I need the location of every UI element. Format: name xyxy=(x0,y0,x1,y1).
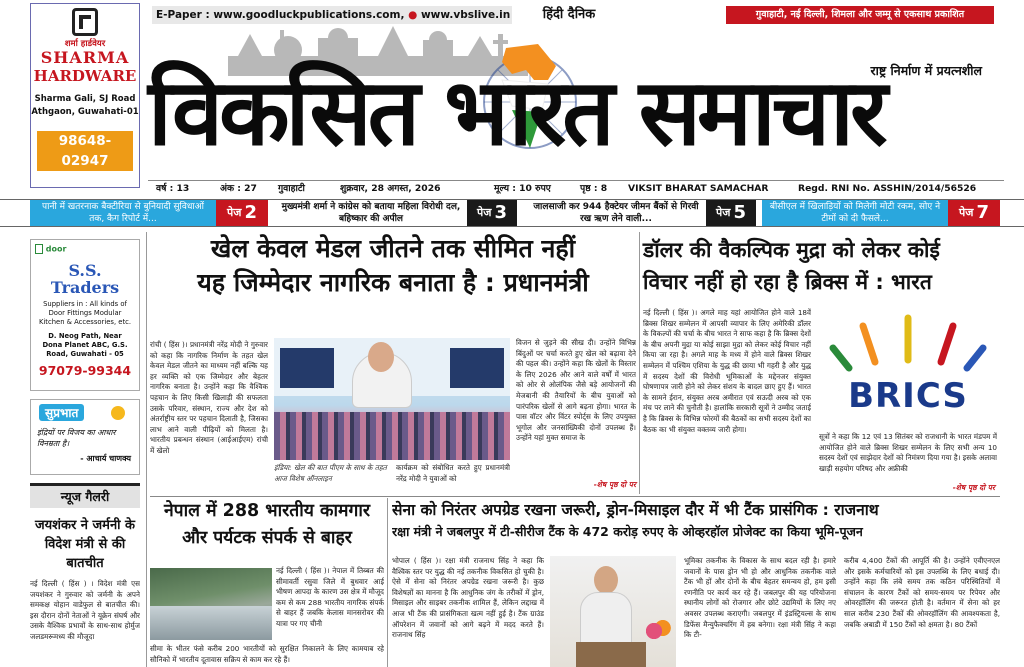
main-headline-2[interactable]: यह जिम्मेदार नागरिक बनाता है : प्रधानमंत्री xyxy=(197,268,589,297)
speaker-head-icon xyxy=(594,566,618,594)
top-bar xyxy=(152,6,994,24)
epaper-info: E-Paper : www.goodluckpublications.com, ● www.vbslive.in xyxy=(152,6,512,24)
teaser-text: पानी में खतरनाक बैक्टीरिया से बुनियादी सुविधाओं तक, कैग रिपोर्ट में... xyxy=(30,200,216,226)
sep: , xyxy=(400,9,405,21)
nepal-body: नई दिल्ली ( हिंस )। नेपाल में तिब्बत की सीमावर्ती रसुवा जिले में बुधवार आई भीषण आपदा के कारण उस क्षेत्र में मौजूद कम से कम 288 भारतीय नागरिक संपर्क से बाहर हैं जबकि केलास मानसरोवर की यात्रा पर गए चीनी xyxy=(276,566,384,628)
screen-right xyxy=(450,348,504,388)
pm-event-photo xyxy=(274,338,510,460)
suprabhat-quote: इंद्रियों पर विजय का आधार विनम्रता है। xyxy=(37,428,116,448)
sharma-name-1: SHARMA xyxy=(40,48,130,67)
pages: पृष्ठ : 8 xyxy=(580,183,608,194)
daily-label: हिंदी दैनिक xyxy=(542,7,596,22)
door-brand: door xyxy=(45,244,67,254)
price: मूल्य : 10 रुपए xyxy=(494,183,551,194)
teaser-page-tag xyxy=(216,200,268,226)
teaser-text: जालसाजी कर 944 हैक्टेयर जीमन बैंकों से गिरवी रख ऋण लेने वाली... xyxy=(533,202,699,224)
cities-banner: गुवाहाटी, नई दिल्ली, शिमला और जम्मू से एकसाथ प्रकाशित xyxy=(726,6,994,24)
year: वर्ष : 13 xyxy=(156,183,190,194)
page-label: पेज xyxy=(716,206,731,219)
section-rule xyxy=(150,496,1000,497)
tank-col-3: करीब 4,400 टैंकों की आपूर्ति की है। उन्होंने एवीएनएल और इसके कर्मचारियों को इस उपलब्धि के लिए बधाई दी। उन्होंने कहा कि लंबे समय तक कठिन परिस्थितियों में संचालन के कारण टैंकों को समय-समय पर रिपेयर और ओवरहॉलिंग की जरूरत होती है। वर्तमान में सेना को हर साल करीब 230 टैंकों की ओवरहॉलिंग की आवश्यकता है, जबकि अबाडी में 150 टैंकों को क्षमता है। 80 टैंकों xyxy=(844,556,1000,629)
nepal-story xyxy=(150,498,384,667)
page-label: पेज xyxy=(477,206,492,219)
masthead-title: विकसित भारत समाचार xyxy=(148,59,884,166)
page-number: 3 xyxy=(494,202,507,223)
teaser-page-tag xyxy=(706,200,756,226)
pm-head-icon xyxy=(368,342,394,372)
column-rule xyxy=(639,232,640,494)
page-label: पेज xyxy=(227,206,242,219)
main-col-3: विजन से जुड़ने की सीख दी। उन्होंने विभिन्न बिंदुओं पर चर्चा करते हुए खेल को बढ़ावा देने की पहल की। उन्होंने कहा कि खेलों के विस्तार के लिए 2026 और आने वाले वर्षों में भारत को ओर से ओलंपिक जैसे बड़े आयोजनों की मेजबानी की तैयारियों के बीच युवाओं को पारंपरिक खेलों से आगे बढ़ना होगा। भारत के पास वॉटर और विंटर स्पोर्ट्स के लिए उपयुक्त भूगोल और जनसांख्यिकी दोनों उपलब्ध हैं। उन्होंने यहां मुक्त समाज के xyxy=(516,338,636,443)
sharma-name-2: HARDWARE xyxy=(33,67,137,85)
news-gallery-headline[interactable]: जयशंकर ने जर्मनी के विदेश मंत्री से की बातचीत xyxy=(34,518,136,571)
main-photo-caption: इंडिया: खेल की बात पीएम के साथ के तहत आज विशेष ऑनलाइन xyxy=(274,463,387,483)
city: गुवाहाटी xyxy=(278,183,305,194)
ss-name-1: S.S. xyxy=(68,261,102,280)
teaser-text: मुख्यमंत्री शर्मा ने कांग्रेस को बताया महिला विरोधी दल, बहिष्कार की अपील xyxy=(281,202,461,224)
teaser-item[interactable] xyxy=(526,200,758,226)
brics-story xyxy=(643,234,999,494)
crowd-area xyxy=(274,412,510,460)
brand-logo-icon xyxy=(72,8,98,36)
ss-name-2: Traders xyxy=(50,278,120,297)
nepal-headline-1[interactable]: नेपाल में 288 भारतीय कामगार xyxy=(163,501,371,521)
sharma-addr-1: Sharma Gali, SJ Road xyxy=(34,94,136,104)
page-number: 2 xyxy=(244,202,257,223)
nepal-headline-2[interactable]: और पर्यटक संपर्क से बाहर xyxy=(182,528,352,548)
teaser-page-tag xyxy=(948,200,1000,226)
brics-col-2: सूत्रों ने कहा कि 12 एवं 13 सितंबर को राजधानी के भारत मंडपम में आयोजित होने वाले ब्रिक्स शिखर सम्मेलन के लिए सभी अन्य 10 सदस्य देशों एवं साझेदार देशों को निमंत्रण दिया गया है। इसके अलावा खाड़ी सहयोग परिषद और अफ्रीकी xyxy=(819,432,997,473)
masthead xyxy=(148,24,1004,176)
brics-headline-2[interactable]: विचार नहीं हो रहा है ब्रिक्स में : भारत xyxy=(643,270,932,294)
brics-col-1: नई दिल्ली ( हिंस )। अगले माह यहां आयोजित होने वाले 18वें ब्रिक्स शिखर सम्मेलन में आपसी व्यापार के लिए अमेरिकी डॉलर के विकल्पों की चर्चा के बीच भारत ने साफ कहा है कि ब्रिक्स देशों के बीच अपनी मुद्रा या कोई साझा मुद्रा को लेकर कोई विचार नहीं किया जा रहा है। अगले माह के मध्य में होने वाले ब्रिक्स शिखर सम्मेलन में पश्चिम एशिया के युद्ध की छाया भी गहरी है और युद्ध में सदस्य देशों की विरोधी भूमिकाओं के मद्देनजर संयुक्त घोषणापत्र जारी होने को लेकर संशय के बादल छाए हुए हैं। भारत के सामने ईरान, संयुक्त अरब अमीरात एवं सऊदी अरब को एक मंच पर लाने की चुनौती है। हालांकि सरकारी सूत्रों ने उम्मीद जताई है कि ब्रिक्स के विभिन्न फोरमों की बैठकों का सभी सदस्य देशों का बैठक का भी संयुक्त वक्तव्य जारी होगा। xyxy=(643,308,811,434)
teaser-item[interactable] xyxy=(275,200,520,226)
podium xyxy=(576,642,646,667)
sharma-brand-hindi: शर्मा हार्डवेयर xyxy=(64,39,106,49)
main-headline-1[interactable]: खेल केवल मेडल जीतने तक सीमित नहीं xyxy=(210,234,576,263)
tank-story xyxy=(392,498,1000,667)
main-story xyxy=(150,232,636,494)
sharma-hardware-ad[interactable] xyxy=(30,3,140,188)
epaper-url-link[interactable]: www.goodluckpublications.com xyxy=(213,9,401,21)
door-logo-icon xyxy=(35,244,66,254)
column-rule xyxy=(146,232,147,667)
teaser-page-tag xyxy=(467,200,517,226)
brics-logo-text: BRICS xyxy=(848,376,968,416)
ss-phone[interactable]: 97079-99344 xyxy=(38,363,132,378)
sharma-phone[interactable]: 98648-02947 xyxy=(37,131,133,171)
date: शुक्रवार, 28 अगस्त, 2026 xyxy=(340,183,441,194)
news-gallery xyxy=(30,483,140,667)
main-col-2a: कार्यक्रम को संबोधित करते हुए प्रधानमंत्री नरेंद्र मोदी ने युवाओं को xyxy=(396,463,510,483)
tank-col-1: भोपाल ( हिंस )। रक्षा मंत्री राजनाथ सिंह ने कहा कि वैश्विक स्तर पर युद्ध की नई तकनीक विकसित हो चुकी है। ऐसे में सेना को निरंतर अपग्रेड रखना जरूरी है। कुछ विशेषज्ञों का मानना है कि आधुनिक जंग के तरीकों में ड्रोन, मिसाइल और साइबर तकनीक शामिल हैं, लेकिन लद्दाख में आज भी टैंक की प्रासंगिकता खत्म नहीं हुई है। टैंक ग्राउंड ऑपरेशन में जवानों को आगे बढ़ने में मदद करते हैं। राजनाथ सिंह xyxy=(392,556,544,640)
teaser-text: बीसीएल में खिलाड़ियों को मिलेगी मोटी रकम, सोए ने टीमों को दी फैसले... xyxy=(762,200,948,226)
ss-description: Suppliers in : All kinds of Door Fittings Modular Kitchen & Accessories, etc. xyxy=(38,300,132,326)
main-col-1: रांची ( हिंस )। प्रधानमंत्री नरेंद्र मोदी ने गुरुवार को कहा कि नागरिक निर्माण के तहत खेल केवल मेडल जीतने का माध्यम नहीं बल्कि यह हर व्यक्ति को एक जिम्मेदार और बेहतर नागरिक बनाता है। उन्होंने कहा कि वैश्विक पहचान के लिए किसी खिलाड़ी की सफलता उसके परिवार, संस्थान, राज्य और देश को अंतर्राष्ट्रीय स्तर पर पहचान दिलाती है, जिसका लाभ आने वाली पीढ़ियों को मिलता है। भारतीय प्रबन्धन संस्थान (आईआईएम) रांची में खेलो xyxy=(150,340,268,455)
brics-continued[interactable]: -शेष पृष्ठ दो पर xyxy=(952,483,995,492)
sun-icon xyxy=(111,406,125,420)
vbslive-link[interactable]: www.vbslive.in xyxy=(420,9,511,21)
dateline xyxy=(148,180,1004,196)
page-label: पेज xyxy=(959,206,974,219)
paper-name-en: VIKSIT BHARAT SAMACHAR xyxy=(628,183,769,194)
main-continued[interactable]: -शेष पृष्ठ दो पर xyxy=(593,480,636,489)
suprabhat-title: सुप्रभात xyxy=(39,404,84,421)
tank-headline[interactable]: सेना को निरंतर अपग्रेड रखना जरूरी, ड्रोन-मिसाइल दौर में भी टैंक प्रासंगिक : राजनाथ xyxy=(392,501,879,519)
page-number: 7 xyxy=(976,202,989,223)
nepal-caption: सीमा के भीतर फंसे करीब 200 भारतीयों को सुरक्षित निकालने के लिए कामयाब रहे सौनिको में भारतीय दूतावास सक्रिय से काम कर रहे हैं। xyxy=(150,644,384,664)
suprabhat-box xyxy=(30,399,140,475)
brics-headline-1[interactable]: डॉलर की वैकल्पिक मुद्रा को लेकर कोई xyxy=(643,238,940,262)
brics-logo-graphic xyxy=(819,312,997,428)
column-rule xyxy=(387,498,388,667)
sharma-addr-2: Athgaon, Guwahati-01 xyxy=(31,107,139,117)
news-gallery-title: न्यूज गैलरी xyxy=(30,483,140,508)
tank-subhead[interactable]: रक्षा मंत्री ने जबलपुर में टी-सीरीज टैंक के 472 करोड़ रुपए के ओव्हरहॉल प्रोजेक्ट का किया भूमि-पूजन xyxy=(392,524,863,539)
flood-photo xyxy=(150,568,272,640)
issue: अंक : 27 xyxy=(220,183,257,194)
rajnath-photo xyxy=(550,556,676,667)
regd-number: Regd. RNI No. ASSHIN/2014/56526 xyxy=(798,183,977,194)
river-water xyxy=(150,606,272,640)
tank-col-2: भूमिका तकनीक के विकास के साथ बदल रही है। हमारे जवानों के पास ड्रोन भी हो और आधुनिक तकनीक वाले टैंक भी हों और दोनों के बीच बेहतर समन्वय हो, हम इसी रणनीति पर कार्य कर रहे हैं। जबलपुर की यह परियोजना स्थानीय लोगों को रोजगार और छोटे उद्यमियों के लिए नए अवसर उपलब्ध कराएगी। जबलपुर में इंडस्ट्रियल्स के साथ डिफेंस मैन्युफैक्चरिंग में हब बनेगा। रक्षा मंत्री सिंह ने कहा कि टी- xyxy=(684,556,836,640)
ss-address: D. Neog Path, Near Dona Planet ABC, G.S. Road, Guwahati - 05 xyxy=(42,332,128,358)
teaser-item[interactable] xyxy=(762,200,1002,226)
ss-traders-ad[interactable] xyxy=(30,239,140,391)
news-gallery-body: नई दिल्ली ( हिंस ) । विदेश मंत्री एस जयशंकर ने गुरुवार को जर्मनी के अपने समकक्ष योहान वाडेफुल से बातचीत की। इस दौरान दोनों नेताओं ने यूक्रेन संघर्ष और उसके वैश्विक प्रभावों के साथ-साथ होर्मुज जलडमरूमध्य की मौजूदा xyxy=(30,579,140,641)
teaser-item[interactable] xyxy=(30,200,270,226)
brics-rays-icon xyxy=(819,312,997,372)
page-number: 5 xyxy=(733,202,746,223)
screen-left xyxy=(280,348,334,388)
suprabhat-author: - आचार्य चाणक्य xyxy=(80,454,131,463)
epaper-label: E-Paper : xyxy=(156,9,210,21)
masthead-tagline: राष्ट्र निर्माण में प्रयत्नशील xyxy=(870,63,982,78)
